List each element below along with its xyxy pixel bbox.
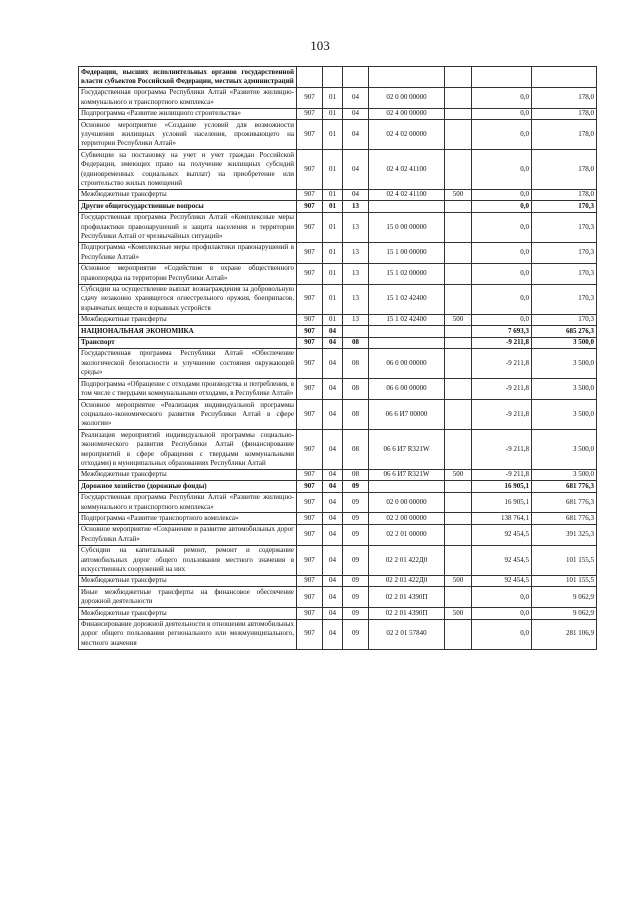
amount-total-cell: 3 500,0 <box>532 400 597 430</box>
ministry-code-cell: 907 <box>297 619 323 649</box>
ministry-code-cell: 907 <box>297 481 323 492</box>
target-article-cell: 02 4 02 41100 <box>369 189 445 200</box>
target-article-cell: 06 6 И7 R321W <box>369 430 445 470</box>
row-name-cell: Подпрограмма «Развитие жилищного строительства» <box>79 108 297 119</box>
expense-type-cell <box>445 242 472 263</box>
row-name-cell: Межбюджетные трансферты <box>79 314 297 325</box>
ministry-code-cell: 907 <box>297 524 323 545</box>
amount-total-cell: 178,0 <box>532 87 597 108</box>
amount-change-cell: -9 211,8 <box>472 337 532 348</box>
expense-type-cell <box>445 400 472 430</box>
amount-change-cell: 92 454,5 <box>472 575 532 586</box>
amount-total-cell: 681 776,3 <box>532 481 597 492</box>
ministry-code-cell: 907 <box>297 492 323 513</box>
target-article-cell: 02 2 01 422Д0 <box>369 575 445 586</box>
table-row <box>79 87 597 108</box>
expense-type-cell <box>445 108 472 119</box>
target-article-cell: 06 0 00 00000 <box>369 348 445 378</box>
section-code-cell: 01 <box>323 314 343 325</box>
section-code-cell: 04 <box>323 469 343 480</box>
row-name-cell: Основное мероприятие «Содействие в охране общественного правопорядка на территории Республики Алтай» <box>79 263 297 284</box>
section-code-cell: 01 <box>323 212 343 242</box>
target-article-cell <box>369 201 445 212</box>
table-row <box>79 326 597 337</box>
expense-type-cell: 500 <box>445 189 472 200</box>
expense-type-cell <box>445 587 472 608</box>
amount-total-cell: 178,0 <box>532 120 597 150</box>
ministry-code-cell: 907 <box>297 469 323 480</box>
table-row <box>79 314 597 325</box>
row-name-cell: Субвенции на постановку на учет и учет граждан Российской Федерации, имеющих право на получение жилищных субсидий (единовременных социальных выплат) на приобретение или строительство жилых помещений <box>79 150 297 190</box>
target-article-cell: 15 1 02 42400 <box>369 284 445 314</box>
amount-total-cell: 685 276,3 <box>532 326 597 337</box>
ministry-code-cell: 907 <box>297 212 323 242</box>
ministry-code-cell: 907 <box>297 587 323 608</box>
ministry-code-cell <box>297 67 323 88</box>
subsection-code-cell: 13 <box>343 314 369 325</box>
subsection-code-cell: 04 <box>343 189 369 200</box>
row-name-cell: Межбюджетные трансферты <box>79 608 297 619</box>
expense-type-cell <box>445 67 472 88</box>
subsection-code-cell: 09 <box>343 492 369 513</box>
table-row <box>79 108 597 119</box>
row-name-cell: Межбюджетные трансферты <box>79 189 297 200</box>
section-code-cell: 04 <box>323 545 343 575</box>
amount-total-cell: 9 062,9 <box>532 608 597 619</box>
amount-total-cell: 101 155,5 <box>532 545 597 575</box>
row-name-cell: Другие общегосударственные вопросы <box>79 201 297 212</box>
amount-total-cell: 3 500,0 <box>532 469 597 480</box>
subsection-code-cell: 09 <box>343 524 369 545</box>
table-row <box>79 587 597 608</box>
row-name-cell: Транспорт <box>79 337 297 348</box>
row-name-cell: Государственная программа Республики Алтай «Развитие жилищно-коммунального и транспортного комплекса» <box>79 492 297 513</box>
subsection-code-cell: 08 <box>343 348 369 378</box>
row-name-cell: Основное мероприятие «Сохранение и развитие автомобильных дорог Республики Алтай» <box>79 524 297 545</box>
row-name-cell: Подпрограмма «Обращение с отходами производства и потребления, в том числе с твердыми коммунальными отходами, в Республике Алтай» <box>79 379 297 400</box>
section-code-cell: 04 <box>323 400 343 430</box>
table-row <box>79 481 597 492</box>
amount-change-cell: 138 764,1 <box>472 513 532 524</box>
subsection-code-cell: 08 <box>343 430 369 470</box>
section-code-cell: 04 <box>323 337 343 348</box>
target-article-cell: 15 0 00 00000 <box>369 212 445 242</box>
target-article-cell: 02 0 00 00000 <box>369 87 445 108</box>
amount-total-cell: 178,0 <box>532 150 597 190</box>
table-row <box>79 67 597 88</box>
target-article-cell: 02 2 01 00000 <box>369 524 445 545</box>
section-code-cell: 04 <box>323 575 343 586</box>
target-article-cell: 02 2 01 4390П <box>369 608 445 619</box>
row-name-cell: Подпрограмма «Развитие транспортного комплекса» <box>79 513 297 524</box>
expense-type-cell <box>445 348 472 378</box>
table-row <box>79 337 597 348</box>
row-name-cell: Основное мероприятие «Реализация индивидуальной программы социально-экономического развития Республики Алтай в сфере экологии» <box>79 400 297 430</box>
expense-type-cell <box>445 379 472 400</box>
amount-total-cell: 9 062,9 <box>532 587 597 608</box>
row-name-cell: Иные межбюджетные трансферты на финансовое обеспечение дорожной деятельности <box>79 587 297 608</box>
amount-change-cell: 0,0 <box>472 619 532 649</box>
amount-total-cell: 3 500,0 <box>532 337 597 348</box>
ministry-code-cell: 907 <box>297 326 323 337</box>
subsection-code-cell: 08 <box>343 379 369 400</box>
subsection-code-cell: 09 <box>343 545 369 575</box>
ministry-code-cell: 907 <box>297 608 323 619</box>
amount-change-cell: 0,0 <box>472 189 532 200</box>
table-row <box>79 469 597 480</box>
subsection-code-cell: 04 <box>343 87 369 108</box>
expense-type-cell <box>445 492 472 513</box>
subsection-code-cell: 13 <box>343 263 369 284</box>
row-name-cell: Финансирование дорожной деятельности в отношении автомобильных дорог общего пользования регионального или межмуниципального, местного значения <box>79 619 297 649</box>
expense-type-cell <box>445 545 472 575</box>
ministry-code-cell: 907 <box>297 120 323 150</box>
amount-change-cell <box>472 67 532 88</box>
amount-change-cell: 0,0 <box>472 150 532 190</box>
table-row <box>79 201 597 212</box>
row-name-cell: Государственная программа Республики Алтай «Обеспечение экологической безопасности и улучшение состояния окружающей среды» <box>79 348 297 378</box>
ministry-code-cell: 907 <box>297 513 323 524</box>
budget-table-body <box>79 67 597 650</box>
table-row <box>79 263 597 284</box>
subsection-code-cell: 08 <box>343 337 369 348</box>
subsection-code-cell: 08 <box>343 469 369 480</box>
table-row <box>79 189 597 200</box>
row-name-cell: Межбюджетные трансферты <box>79 469 297 480</box>
expense-type-cell <box>445 201 472 212</box>
section-code-cell: 01 <box>323 150 343 190</box>
target-article-cell: 02 2 01 422Д0 <box>369 545 445 575</box>
amount-change-cell: 0,0 <box>472 87 532 108</box>
amount-change-cell: 0,0 <box>472 284 532 314</box>
section-code-cell: 04 <box>323 430 343 470</box>
subsection-code-cell: 09 <box>343 513 369 524</box>
subsection-code-cell <box>343 326 369 337</box>
amount-change-cell: 0,0 <box>472 314 532 325</box>
ministry-code-cell: 907 <box>297 87 323 108</box>
expense-type-cell <box>445 263 472 284</box>
target-article-cell: 02 0 00 00000 <box>369 492 445 513</box>
expense-type-cell <box>445 87 472 108</box>
ministry-code-cell: 907 <box>297 242 323 263</box>
target-article-cell: 02 4 02 00000 <box>369 120 445 150</box>
amount-change-cell: -9 211,8 <box>472 379 532 400</box>
subsection-code-cell: 04 <box>343 120 369 150</box>
subsection-code-cell: 09 <box>343 608 369 619</box>
row-name-cell: Субсидии на осуществление выплат вознаграждения за добровольную сдачу незаконно хранящегося огнестрельного оружия, боеприпасов, взрывчатых веществ и взрывных устройств <box>79 284 297 314</box>
ministry-code-cell: 907 <box>297 545 323 575</box>
subsection-code-cell: 09 <box>343 575 369 586</box>
expense-type-cell <box>445 150 472 190</box>
expense-type-cell <box>445 284 472 314</box>
table-row <box>79 492 597 513</box>
amount-total-cell: 170,3 <box>532 242 597 263</box>
amount-change-cell: -9 211,8 <box>472 348 532 378</box>
target-article-cell <box>369 326 445 337</box>
table-row <box>79 212 597 242</box>
section-code-cell: 04 <box>323 513 343 524</box>
amount-change-cell: 0,0 <box>472 201 532 212</box>
expense-type-cell <box>445 524 472 545</box>
subsection-code-cell <box>343 67 369 88</box>
target-article-cell <box>369 337 445 348</box>
table-row <box>79 575 597 586</box>
subsection-code-cell: 09 <box>343 481 369 492</box>
table-row <box>79 608 597 619</box>
subsection-code-cell: 04 <box>343 150 369 190</box>
target-article-cell: 02 4 00 00000 <box>369 108 445 119</box>
page-number: 103 <box>310 38 330 53</box>
expense-type-cell <box>445 430 472 470</box>
row-name-cell: Субсидии на капитальный ремонт, ремонт и содержание автомобильных дорог общего пользования местного значения в искусственных сооружений на них <box>79 545 297 575</box>
amount-change-cell: 16 905,1 <box>472 481 532 492</box>
amount-total-cell: 391 325,3 <box>532 524 597 545</box>
amount-change-cell: 16 905,1 <box>472 492 532 513</box>
ministry-code-cell: 907 <box>297 314 323 325</box>
row-name-cell: Реализация мероприятий индивидуальной программы социально-экономического развития Республики Алтай (финансирование мероприятий в сфере обращения с твердыми коммунальными отходами) в муниципальных образованиях Республики Алтай <box>79 430 297 470</box>
amount-total-cell: 3 500,0 <box>532 430 597 470</box>
amount-change-cell: 7 693,3 <box>472 326 532 337</box>
target-article-cell: 02 2 01 57840 <box>369 619 445 649</box>
row-name-cell: Основное мероприятие «Создание условий для возможности улучшения жилищных условий населения, проживающего на территории Республики Алтай» <box>79 120 297 150</box>
target-article-cell: 02 4 02 41100 <box>369 150 445 190</box>
amount-total-cell <box>532 67 597 88</box>
row-name-cell: Дорожное хозяйство (дорожные фонды) <box>79 481 297 492</box>
target-article-cell: 02 2 00 00000 <box>369 513 445 524</box>
expense-type-cell <box>445 513 472 524</box>
table-row <box>79 545 597 575</box>
table-row <box>79 513 597 524</box>
amount-total-cell: 681 776,3 <box>532 492 597 513</box>
amount-change-cell: 0,0 <box>472 263 532 284</box>
amount-change-cell: 92 454,5 <box>472 524 532 545</box>
target-article-cell: 02 2 01 4390П <box>369 587 445 608</box>
ministry-code-cell: 907 <box>297 189 323 200</box>
table-row <box>79 524 597 545</box>
amount-change-cell: -9 211,8 <box>472 400 532 430</box>
row-name-cell: Государственная программа Республики Алтай «Комплексные меры профилактики правонарушений и защита населения и территории Республики Алтай от чрезвычайных ситуаций» <box>79 212 297 242</box>
row-name-cell: НАЦИОНАЛЬНАЯ ЭКОНОМИКА <box>79 326 297 337</box>
amount-change-cell: 0,0 <box>472 587 532 608</box>
amount-change-cell: 0,0 <box>472 608 532 619</box>
section-code-cell: 04 <box>323 348 343 378</box>
section-code-cell: 01 <box>323 201 343 212</box>
target-article-cell <box>369 481 445 492</box>
amount-change-cell: -9 211,8 <box>472 430 532 470</box>
section-code-cell: 04 <box>323 524 343 545</box>
target-article-cell: 15 1 02 00000 <box>369 263 445 284</box>
amount-change-cell: 0,0 <box>472 120 532 150</box>
amount-total-cell: 170,3 <box>532 201 597 212</box>
table-row <box>79 150 597 190</box>
section-code-cell: 04 <box>323 492 343 513</box>
amount-total-cell: 101 155,5 <box>532 575 597 586</box>
expense-type-cell: 500 <box>445 608 472 619</box>
amount-total-cell: 281 106,9 <box>532 619 597 649</box>
amount-change-cell: 92 454,5 <box>472 545 532 575</box>
subsection-code-cell: 13 <box>343 242 369 263</box>
expense-type-cell <box>445 481 472 492</box>
ministry-code-cell: 907 <box>297 430 323 470</box>
amount-change-cell: 0,0 <box>472 108 532 119</box>
section-code-cell: 01 <box>323 120 343 150</box>
subsection-code-cell: 09 <box>343 619 369 649</box>
section-code-cell: 04 <box>323 379 343 400</box>
amount-change-cell: -9 211,8 <box>472 469 532 480</box>
expense-type-cell <box>445 619 472 649</box>
amount-total-cell: 3 500,0 <box>532 348 597 378</box>
target-article-cell: 06 6 И7 R321W <box>369 469 445 480</box>
amount-change-cell: 0,0 <box>472 242 532 263</box>
amount-total-cell: 170,3 <box>532 284 597 314</box>
amount-total-cell: 170,3 <box>532 314 597 325</box>
subsection-code-cell: 13 <box>343 201 369 212</box>
row-name-cell: Подпрограмма «Комплексные меры профилактики правонарушений в Республике Алтай» <box>79 242 297 263</box>
section-code-cell: 04 <box>323 587 343 608</box>
target-article-cell: 15 1 00 00000 <box>369 242 445 263</box>
section-code-cell: 01 <box>323 263 343 284</box>
row-name-cell: Государственная программа Республики Алтай «Развитие жилищно-коммунального и транспортного комплекса» <box>79 87 297 108</box>
section-code-cell: 01 <box>323 242 343 263</box>
table-row <box>79 619 597 649</box>
subsection-code-cell: 13 <box>343 212 369 242</box>
section-code-cell: 04 <box>323 481 343 492</box>
ministry-code-cell: 907 <box>297 263 323 284</box>
amount-total-cell: 170,3 <box>532 263 597 284</box>
section-code-cell: 01 <box>323 284 343 314</box>
table-row <box>79 348 597 378</box>
target-article-cell: 06 6 00 00000 <box>369 379 445 400</box>
table-row <box>79 379 597 400</box>
amount-total-cell: 681 776,3 <box>532 513 597 524</box>
section-code-cell: 04 <box>323 326 343 337</box>
section-code-cell: 04 <box>323 619 343 649</box>
section-code-cell: 01 <box>323 189 343 200</box>
target-article-cell <box>369 67 445 88</box>
amount-total-cell: 170,3 <box>532 212 597 242</box>
table-row <box>79 400 597 430</box>
expense-type-cell <box>445 212 472 242</box>
ministry-code-cell: 907 <box>297 575 323 586</box>
subsection-code-cell: 08 <box>343 400 369 430</box>
ministry-code-cell: 907 <box>297 150 323 190</box>
ministry-code-cell: 907 <box>297 337 323 348</box>
section-code-cell: 01 <box>323 87 343 108</box>
section-code-cell: 04 <box>323 608 343 619</box>
table-row <box>79 430 597 470</box>
ministry-code-cell: 907 <box>297 201 323 212</box>
amount-total-cell: 178,0 <box>532 108 597 119</box>
target-article-cell: 15 1 02 42400 <box>369 314 445 325</box>
subsection-code-cell: 13 <box>343 284 369 314</box>
expense-type-cell <box>445 337 472 348</box>
table-row <box>79 242 597 263</box>
ministry-code-cell: 907 <box>297 348 323 378</box>
subsection-code-cell: 04 <box>343 108 369 119</box>
expense-type-cell <box>445 120 472 150</box>
expense-type-cell: 500 <box>445 469 472 480</box>
amount-total-cell: 178,0 <box>532 189 597 200</box>
budget-table <box>78 66 597 650</box>
ministry-code-cell: 907 <box>297 284 323 314</box>
amount-change-cell: 0,0 <box>472 212 532 242</box>
table-row <box>79 284 597 314</box>
expense-type-cell: 500 <box>445 575 472 586</box>
expense-type-cell: 500 <box>445 314 472 325</box>
amount-total-cell: 3 500,0 <box>532 379 597 400</box>
section-code-cell: 01 <box>323 108 343 119</box>
ministry-code-cell: 907 <box>297 379 323 400</box>
target-article-cell: 06 6 И7 00000 <box>369 400 445 430</box>
ministry-code-cell: 907 <box>297 108 323 119</box>
row-name-cell: Межбюджетные трансферты <box>79 575 297 586</box>
row-name-cell: Федерации, высших исполнительных органов государственной власти субъектов Российской Федерации, местных администраций <box>79 67 297 88</box>
table-row <box>79 120 597 150</box>
expense-type-cell <box>445 326 472 337</box>
section-code-cell <box>323 67 343 88</box>
subsection-code-cell: 09 <box>343 587 369 608</box>
ministry-code-cell: 907 <box>297 400 323 430</box>
